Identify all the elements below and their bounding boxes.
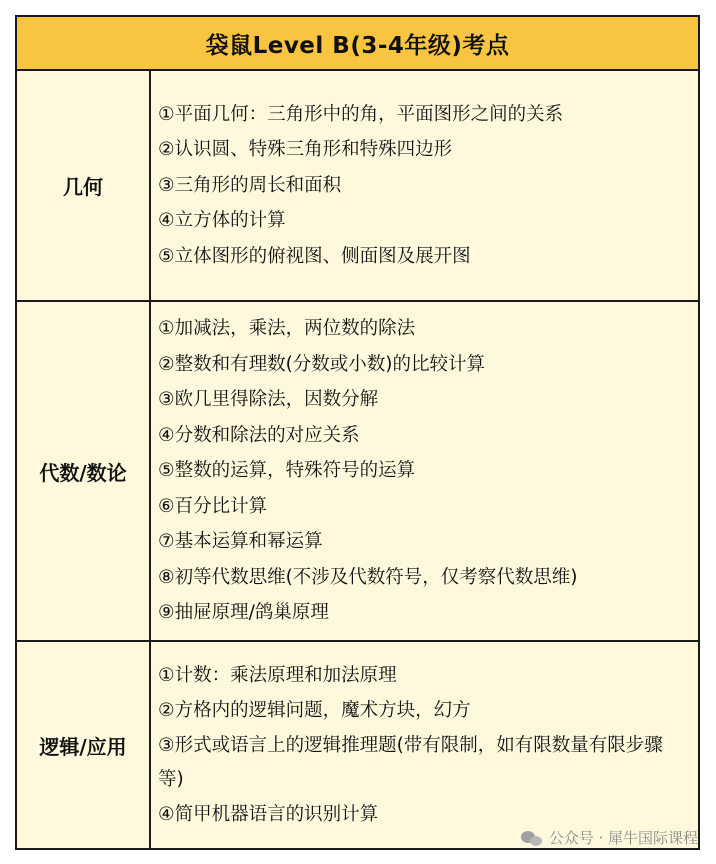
list-item: ⑤立体图形的俯视图、侧面图及展开图 xyxy=(158,245,471,267)
table-title-row xyxy=(17,17,698,71)
list-item: ⑤整数的运算，特殊符号的运算 xyxy=(158,460,416,482)
list-item: ①平面几何：三角形中的角，平面图形之间的关系 xyxy=(158,103,564,125)
exam-points-table xyxy=(15,15,700,850)
watermark xyxy=(521,827,698,848)
list-item: ③欧几里得除法，因数分解 xyxy=(158,389,379,411)
list-item: ①加减法，乘法，两位数的除法 xyxy=(158,318,416,340)
list-item: ②方格内的逻辑问题，魔术方块，幻方 xyxy=(158,700,471,722)
list-item: ④简甲机器语言的识别计算 xyxy=(158,803,379,825)
wechat-icon xyxy=(521,829,543,847)
geometry-items xyxy=(151,71,698,300)
list-item: ②认识圆、特殊三角形和特殊四边形 xyxy=(158,139,453,161)
list-item: ⑦基本运算和幂运算 xyxy=(158,531,323,553)
list-item: ②整数和有理数(分数或小数)的比较计算 xyxy=(158,353,486,375)
algebra-items xyxy=(151,302,698,640)
watermark-text: 公众号 · 犀牛国际课程 xyxy=(548,829,698,847)
list-item: ④立方体的计算 xyxy=(158,210,286,232)
category-logic: 逻辑/应用 xyxy=(17,642,151,848)
list-item: ①计数：乘法原理和加法原理 xyxy=(158,664,397,686)
list-item: ④分数和除法的对应关系 xyxy=(158,424,360,446)
list-item: ⑥百分比计算 xyxy=(158,495,268,517)
section-algebra xyxy=(17,302,698,642)
logic-items xyxy=(151,642,698,848)
category-algebra: 代数/数论 xyxy=(17,302,151,640)
list-item: ③三角形的周长和面积 xyxy=(158,174,342,196)
table-title: 袋鼠Level B(3-4年级)考点 xyxy=(205,32,510,59)
list-item: ⑧初等代数思维(不涉及代数符号，仅考察代数思维) xyxy=(158,566,578,588)
section-logic xyxy=(17,642,698,848)
list-item: ③形式或语言上的逻辑推理题(带有限制，如有限数量有限步骤等) xyxy=(158,734,663,790)
category-geometry: 几何 xyxy=(17,71,151,300)
list-item: ⑨抽屉原理/鸽巢原理 xyxy=(158,602,329,624)
section-geometry xyxy=(17,71,698,302)
